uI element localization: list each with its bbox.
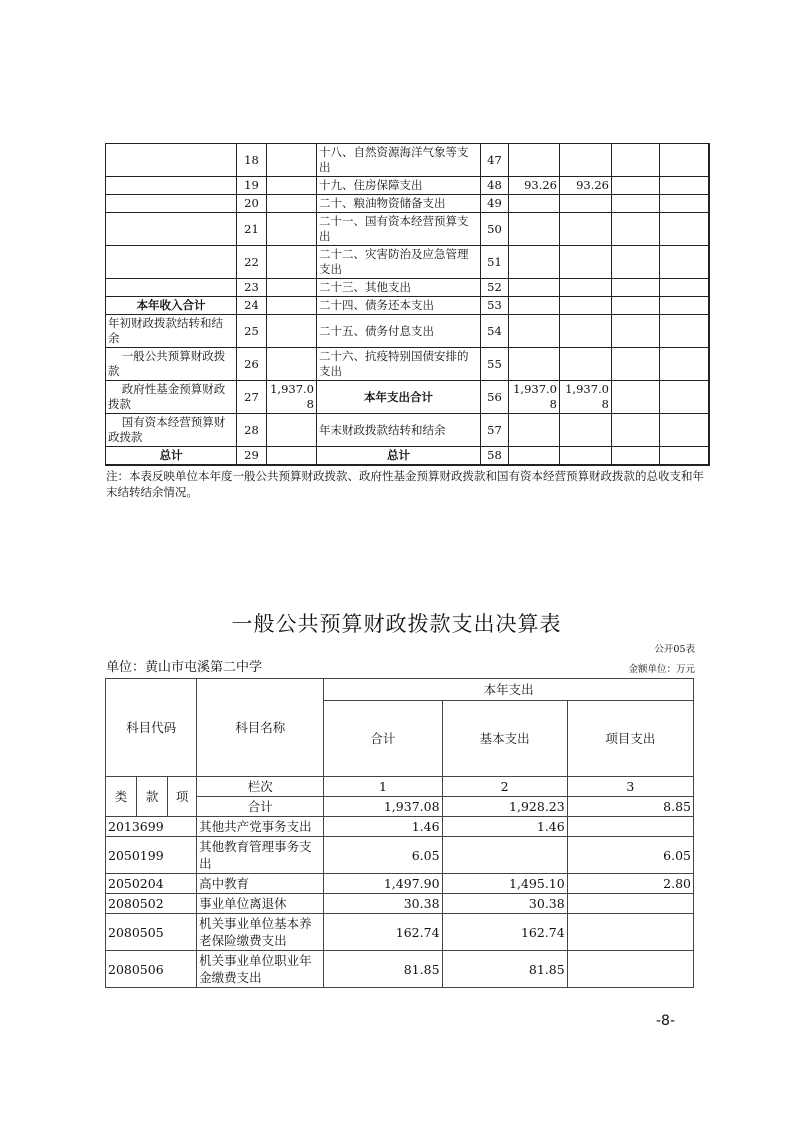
subject-name: 机关事业单位职业年金缴费支出: [197, 951, 324, 988]
right-line-no: 50: [481, 213, 509, 246]
page-title: 一般公共预算财政拨款支出决算表: [231, 612, 562, 636]
sum-total: 1,937.08: [324, 797, 442, 817]
amount-1: 1,937.08: [509, 381, 560, 414]
amount-4: [660, 195, 709, 213]
left-label: [106, 177, 237, 195]
amount-3: [612, 213, 660, 246]
right-label: 二十四、债务还本支出: [317, 297, 481, 315]
money-unit-label: 金额单位：万元: [628, 664, 695, 675]
amount-1: [509, 279, 560, 297]
subject-name: 高中教育: [197, 874, 324, 894]
right-label: 二十五、债务付息支出: [317, 315, 481, 348]
col-label: 栏次: [197, 777, 324, 797]
amount-total: 1,497.90: [324, 874, 442, 894]
subject-code: 2080506: [106, 951, 197, 988]
left-label: 国有资本经营预算财政拨款: [106, 414, 237, 447]
amount-1: [509, 246, 560, 279]
sum-basic: 1,928.23: [442, 797, 567, 817]
header-current-year: 本年支出: [324, 679, 694, 701]
left-label: [106, 213, 237, 246]
left-label: 政府性基金预算财政拨款: [106, 381, 237, 414]
left-label: 本年收入合计: [106, 297, 237, 315]
right-line-no: 56: [481, 381, 509, 414]
right-line-no: 48: [481, 177, 509, 195]
amount-3: [612, 177, 660, 195]
right-line-no: 52: [481, 279, 509, 297]
left-line-no: 19: [237, 177, 267, 195]
amount-total: 81.85: [324, 951, 442, 988]
left-label: [106, 279, 237, 297]
left-line-no: 21: [237, 213, 267, 246]
table-row: [106, 914, 694, 951]
left-amount: [267, 297, 317, 315]
right-line-no: 53: [481, 297, 509, 315]
table-row: [106, 837, 694, 874]
amount-2: [560, 195, 612, 213]
table-row: [106, 414, 709, 447]
left-amount: [267, 414, 317, 447]
left-amount: 1,937.08: [267, 381, 317, 414]
unit-label: 单位：黄山市屯溪第二中学: [106, 660, 263, 675]
table-row: [106, 279, 709, 297]
amount-project: [567, 914, 693, 951]
left-line-no: 24: [237, 297, 267, 315]
amount-1: [509, 348, 560, 381]
amount-basic: 30.38: [442, 894, 567, 914]
amount-4: [660, 144, 709, 177]
subject-code: 2050199: [106, 837, 197, 874]
subject-name: 其他共产党事务支出: [197, 817, 324, 837]
right-line-no: 54: [481, 315, 509, 348]
amount-project: 2.80: [567, 874, 693, 894]
amount-4: [660, 279, 709, 297]
header-lei: 类: [106, 777, 137, 817]
amount-2: [560, 213, 612, 246]
right-line-no: 58: [481, 447, 509, 466]
table-row: [106, 297, 709, 315]
amount-4: [660, 414, 709, 447]
amount-basic: 1,495.10: [442, 874, 567, 894]
left-line-no: 22: [237, 246, 267, 279]
right-line-no: 47: [481, 144, 509, 177]
right-label: 二十二、灾害防治及应急管理支出: [317, 246, 481, 279]
amount-1: [509, 297, 560, 315]
amount-4: [660, 246, 709, 279]
table-row: [106, 894, 694, 914]
col-3: 3: [567, 777, 693, 797]
right-label: 二十一、国有资本经营预算支出: [317, 213, 481, 246]
right-label: 十八、自然资源海洋气象等支出: [317, 144, 481, 177]
amount-basic: 1.46: [442, 817, 567, 837]
header-project: 项目支出: [567, 701, 693, 777]
right-line-no: 49: [481, 195, 509, 213]
amount-3: [612, 447, 660, 466]
table-row: [106, 246, 709, 279]
amount-1: [509, 195, 560, 213]
amount-basic: [442, 837, 567, 874]
amount-2: [560, 144, 612, 177]
sum-label: 合计: [197, 797, 324, 817]
amount-2: [560, 414, 612, 447]
amount-3: [612, 381, 660, 414]
table-row: [106, 195, 709, 213]
left-line-no: 18: [237, 144, 267, 177]
amount-basic: 81.85: [442, 951, 567, 988]
amount-project: [567, 951, 693, 988]
amount-project: [567, 894, 693, 914]
amount-1: [509, 414, 560, 447]
amount-1: [509, 144, 560, 177]
page-number: -8-: [656, 1013, 676, 1029]
header-xiang: 项: [168, 777, 197, 817]
table-row: [106, 213, 709, 246]
header-basic: 基本支出: [442, 701, 567, 777]
amount-1: [509, 213, 560, 246]
table-row: [106, 951, 694, 988]
left-amount: [267, 195, 317, 213]
left-line-no: 20: [237, 195, 267, 213]
right-line-no: 55: [481, 348, 509, 381]
amount-basic: 162.74: [442, 914, 567, 951]
amount-3: [612, 414, 660, 447]
table-row: [106, 447, 709, 466]
amount-3: [612, 348, 660, 381]
left-label: [106, 195, 237, 213]
col-2: 2: [442, 777, 567, 797]
income-expense-summary-table: [105, 143, 710, 466]
amount-2: [560, 297, 612, 315]
col-1: 1: [324, 777, 442, 797]
amount-2: [560, 315, 612, 348]
right-label: 总计: [317, 447, 481, 466]
amount-1: [509, 447, 560, 466]
amount-total: 1.46: [324, 817, 442, 837]
subject-code: 2080502: [106, 894, 197, 914]
left-amount: [267, 447, 317, 466]
right-label: 二十三、其他支出: [317, 279, 481, 297]
left-label: 年初财政拨款结转和结余: [106, 315, 237, 348]
left-amount: [267, 348, 317, 381]
header-name: 科目名称: [197, 679, 324, 777]
amount-total: 162.74: [324, 914, 442, 951]
subject-code: 2013699: [106, 817, 197, 837]
amount-3: [612, 279, 660, 297]
header-code: 科目代码: [106, 679, 197, 777]
expenditure-table: [105, 678, 694, 988]
subject-code: 2080505: [106, 914, 197, 951]
subject-name: 机关事业单位基本养老保险缴费支出: [197, 914, 324, 951]
right-label: 二十六、抗疫特别国债安排的支出: [317, 348, 481, 381]
amount-total: 30.38: [324, 894, 442, 914]
left-label: [106, 246, 237, 279]
table-row: [106, 348, 709, 381]
left-line-no: 27: [237, 381, 267, 414]
amount-1: [509, 315, 560, 348]
amount-4: [660, 213, 709, 246]
table-row: [106, 381, 709, 414]
amount-2: [560, 348, 612, 381]
amount-1: 93.26: [509, 177, 560, 195]
left-line-no: 25: [237, 315, 267, 348]
amount-2: [560, 447, 612, 466]
amount-4: [660, 315, 709, 348]
amount-3: [612, 195, 660, 213]
amount-project: 6.05: [567, 837, 693, 874]
left-amount: [267, 177, 317, 195]
amount-4: [660, 381, 709, 414]
left-line-no: 26: [237, 348, 267, 381]
amount-4: [660, 348, 709, 381]
amount-4: [660, 447, 709, 466]
header-total: 合计: [324, 701, 442, 777]
header-kuan: 款: [137, 777, 168, 817]
amount-3: [612, 144, 660, 177]
subject-name: 事业单位离退休: [197, 894, 324, 914]
amount-2: [560, 246, 612, 279]
amount-2: 93.26: [560, 177, 612, 195]
subject-code: 2050204: [106, 874, 197, 894]
amount-3: [612, 246, 660, 279]
left-label: 总计: [106, 447, 237, 466]
amount-project: [567, 817, 693, 837]
right-label: 年末财政拨款结转和结余: [317, 414, 481, 447]
right-line-no: 51: [481, 246, 509, 279]
table-row: [106, 874, 694, 894]
amount-4: [660, 297, 709, 315]
table-number: 公开05表: [654, 644, 695, 655]
right-label: 本年支出合计: [317, 381, 481, 414]
subject-name: 其他教育管理事务支出: [197, 837, 324, 874]
right-line-no: 57: [481, 414, 509, 447]
left-line-no: 28: [237, 414, 267, 447]
table-note: 注：本表反映单位本年度一般公共预算财政拨款、政府性基金预算财政拨款和国有资本经营预算财政拨款的总收支和年末结转结余情况。: [106, 469, 704, 499]
amount-2: 1,937.08: [560, 381, 612, 414]
left-amount: [267, 144, 317, 177]
sum-project: 8.85: [567, 797, 693, 817]
left-amount: [267, 246, 317, 279]
table-row: [106, 144, 709, 177]
left-line-no: 23: [237, 279, 267, 297]
amount-3: [612, 297, 660, 315]
left-amount: [267, 279, 317, 297]
table-row: [106, 315, 709, 348]
left-label: 一般公共预算财政拨款: [106, 348, 237, 381]
amount-total: 6.05: [324, 837, 442, 874]
left-line-no: 29: [237, 447, 267, 466]
right-label: 二十、粮油物资储备支出: [317, 195, 481, 213]
left-label: [106, 144, 237, 177]
left-amount: [267, 315, 317, 348]
right-label: 十九、住房保障支出: [317, 177, 481, 195]
table-row: [106, 817, 694, 837]
amount-4: [660, 177, 709, 195]
table-meta: [106, 644, 695, 678]
amount-3: [612, 315, 660, 348]
amount-2: [560, 279, 612, 297]
table-row: [106, 177, 709, 195]
left-amount: [267, 213, 317, 246]
